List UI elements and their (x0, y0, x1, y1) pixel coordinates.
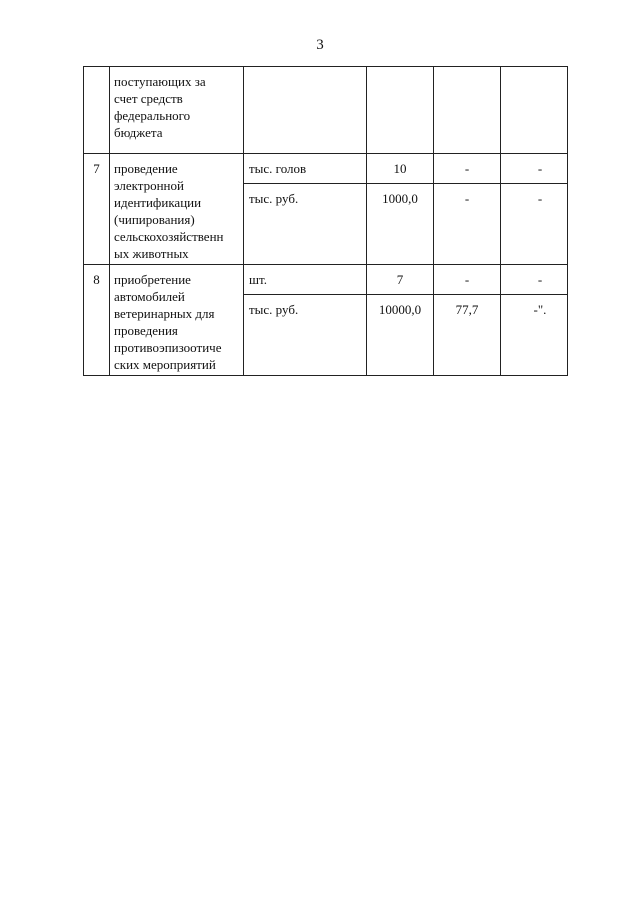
table-row-7-a (84, 154, 568, 184)
value-cell-3: - (501, 183, 568, 264)
value-cell-3: - (501, 154, 568, 184)
unit-cell: шт. (244, 265, 367, 295)
unit-cell (244, 67, 367, 154)
value-cell-1: 10000,0 (367, 294, 434, 375)
row-number-cell (84, 67, 110, 154)
value-cell-1: 10 (367, 154, 434, 184)
value-cell-2: - (434, 154, 501, 184)
value-cell-3: -". (501, 294, 568, 375)
value-cell-2: - (434, 183, 501, 264)
item-name-cell (110, 265, 244, 376)
table-row-8-a (84, 265, 568, 295)
item-name-cell (110, 154, 244, 265)
value-cell-3: - (501, 265, 568, 295)
value-cell-2: 77,7 (434, 294, 501, 375)
item-name-cell (110, 67, 244, 154)
value-cell-1: 1000,0 (367, 183, 434, 264)
data-table (83, 66, 568, 376)
row-number-cell: 7 (84, 154, 110, 265)
table-row-continuation (84, 67, 568, 154)
item-name-text: поступающих за счет средств федерального бюджета (114, 74, 206, 140)
value-cell-2: - (434, 265, 501, 295)
row-number-cell: 8 (84, 265, 110, 376)
item-name-text: приобретение автомобилей ветеринарных для проведения противоэпизоотиче ских мероприятий (114, 272, 222, 372)
item-name-text: проведение электронной идентификации (чипирования) сельскохозяйственн ых животных (114, 161, 224, 261)
value-cell-2 (434, 67, 501, 154)
value-cell-3 (501, 67, 568, 154)
page-number: 3 (316, 37, 324, 53)
unit-cell: тыс. руб. (244, 294, 367, 375)
unit-cell: тыс. руб. (244, 183, 367, 264)
unit-cell: тыс. голов (244, 154, 367, 184)
value-cell-1: 7 (367, 265, 434, 295)
value-cell-1 (367, 67, 434, 154)
